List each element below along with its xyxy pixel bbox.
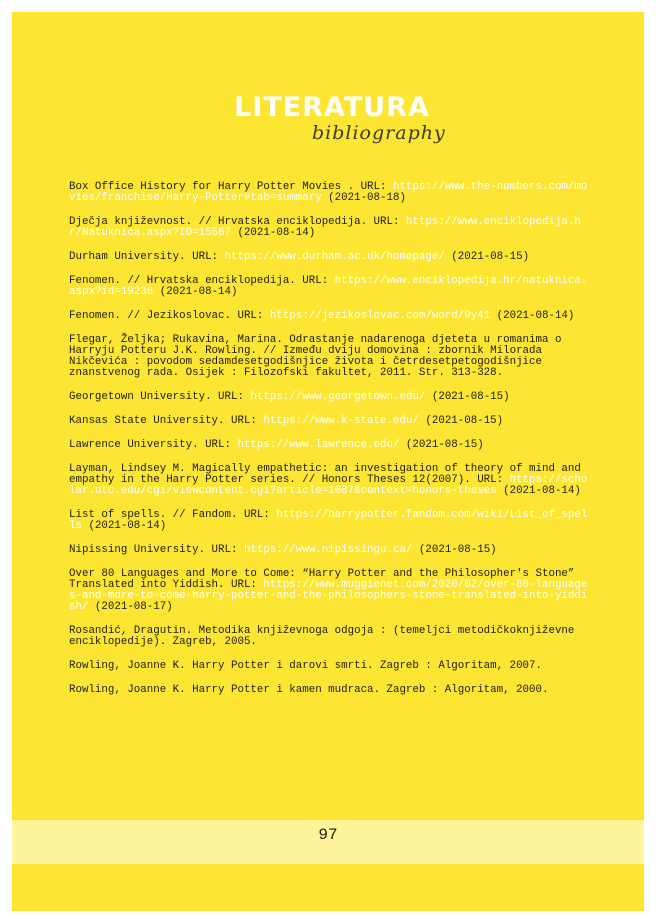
entry-text: Rowling, Joanne K. Harry Potter i darovi smrti. Zagreb : Algoritam, 2007. — [69, 660, 542, 672]
entry-link[interactable]: https://www.nipissingu.ca/ — [243, 544, 413, 556]
entry-link[interactable]: https://www.georgetown.edu/ — [250, 391, 426, 403]
entry-access-date: (2021-08-14) — [490, 310, 575, 322]
entry-text: Durham University. URL: — [69, 251, 225, 263]
entry-text: Dječja književnost. // Hrvatska enciklopedija. URL: — [69, 216, 406, 228]
bibliography-entry — [69, 626, 589, 648]
entry-access-date: (2021-08-14) — [153, 286, 238, 298]
page-number: 97 — [318, 826, 338, 844]
entry-access-date: (2021-08-14) — [81, 520, 167, 532]
entry-link[interactable]: https://www.lawrence.edu/ — [237, 439, 400, 451]
entry-access-date: (2021-08-15) — [399, 439, 484, 451]
bibliography-entry — [69, 217, 589, 239]
entry-text: Lawrence University. URL: — [69, 439, 238, 451]
page — [12, 12, 644, 911]
entry-link[interactable]: https://harrypotter.fandom.com/wiki/List_of_spells — [69, 509, 588, 532]
page-title: LITERATURA — [234, 92, 430, 123]
bibliography-entry — [69, 464, 589, 497]
entry-access-date: (2021-08-15) — [425, 391, 510, 403]
bibliography-entry — [69, 276, 589, 298]
entry-link[interactable]: https://scholar.utc.edu/cgi/viewcontent.cgi?article=1087&context=honors-theses — [69, 474, 588, 497]
entry-access-date: (2021-08-15) — [418, 415, 504, 427]
bibliography-entry — [69, 416, 589, 427]
entry-text: Kansas State University. URL: — [69, 415, 264, 427]
header — [12, 92, 644, 144]
entry-text: Over 80 Languages and More to Come: “Harry Potter and the Philosopher's Stone” Translated into Yiddish. URL: — [69, 568, 575, 591]
entry-text: Fenomen. // Hrvatska enciklopedija. URL: — [69, 275, 335, 287]
bibliography-entry — [69, 569, 589, 613]
entry-access-date: (2021-08-15) — [412, 544, 497, 556]
entry-link[interactable]: https://www.durham.ac.uk/homepage/ — [224, 251, 445, 263]
entry-link[interactable]: https://jezikoslovac.com/word/9y41 — [269, 310, 491, 322]
bibliography-entry — [69, 440, 589, 451]
entry-link[interactable]: https://www.enciklopedija.hr/Natuknica.aspx?ID=15567 — [69, 216, 581, 239]
bibliography-entry — [69, 182, 589, 204]
entry-text: Flegar, Željka; Rukavina, Marina. Odrastanje nadarenoga djeteta u romanima o Harryju Potteru J.K. Rowling. // Između dviju domovina : zbornik Milorada Nikčevića : povodom sedamdesetgodišnjice života i četrdesetpetogodišnjice znanstvenog rada. Osijek : Filozofski fakultet, 2011. Str. 313-328. — [69, 334, 562, 379]
entry-link[interactable]: https://www.enciklopedija.hr/natuknica.aspx?id=19236 — [69, 275, 588, 298]
bibliography-entry — [69, 252, 589, 263]
entry-text: Box Office History for Harry Potter Movies . URL: — [69, 181, 393, 193]
bibliography-entry — [69, 311, 589, 322]
entry-link[interactable]: https://www.the-numbers.com/movies/franchise/Harry-Potter#tab=summary — [69, 181, 588, 204]
entry-text: Layman, Lindsey M. Magically empathetic: an investigation of theory of mind and empathy in the Harry Potter series. // Honors Theses 12(2007). URL: — [69, 463, 581, 486]
entry-text: Nipissing University. URL: — [69, 544, 244, 556]
bibliography-list — [69, 182, 589, 709]
entry-access-date: (2021-08-15) — [444, 251, 530, 263]
entry-text: Rosandić, Dragutin. Metodika književnoga odgoja : (temeljci metodičkoknjiževne enciklopedije). Zagreb, 2005. — [69, 625, 575, 648]
bibliography-entry — [69, 392, 589, 403]
bibliography-entry — [69, 685, 589, 696]
bibliography-entry — [69, 335, 589, 379]
bibliography-entry — [69, 661, 589, 672]
entry-text: Fenomen. // Jezikoslovac. URL: — [69, 310, 270, 322]
bibliography-entry — [69, 510, 589, 532]
entry-access-date: (2021-08-14) — [230, 227, 316, 239]
page-subtitle: bibliography — [312, 122, 446, 144]
entry-text: Georgetown University. URL: — [69, 391, 251, 403]
entry-link[interactable]: https://www.muggienet.com/2020/02/over-80-languages-and-more-to-come-harry-potter-and-the-philosophers-stone-translated-into-yiddish/ — [69, 579, 588, 613]
entry-link[interactable]: https://www.k-state.edu/ — [263, 415, 419, 427]
entry-access-date: (2021-08-18) — [321, 192, 406, 204]
entry-text: Rowling, Joanne K. Harry Potter i kamen mudraca. Zagreb : Algoritam, 2000. — [69, 684, 549, 696]
entry-access-date: (2021-08-17) — [88, 601, 173, 613]
entry-access-date: (2021-08-14) — [496, 485, 581, 497]
entry-text: List of spells. // Fandom. URL: — [69, 509, 277, 521]
bibliography-entry — [69, 545, 589, 556]
